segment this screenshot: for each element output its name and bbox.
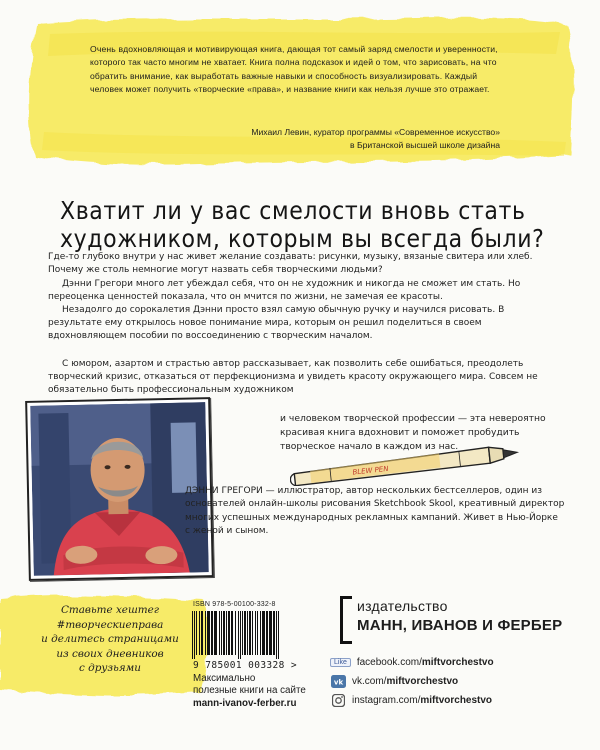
barcode-bar [240, 611, 241, 659]
body-paragraph-1: Где-то глубоко внутри у нас живет желание создавать: рисунки, музыку, вязаные свитера или хлеб. Почему же столь немногие могут назвать себя творческими людьми? [48, 252, 533, 276]
publisher-line1: издательство [357, 598, 448, 614]
barcode-bar [192, 611, 193, 659]
barcode-bar [255, 611, 256, 655]
hashtag-note-line2: #творческиеправа [56, 618, 164, 631]
author-bio: ДЭННИ ГРЕГОРИ — иллюстратор, автор нескольких бестселлеров, один из основателей онлайн-школы рисования Sketchbook Skool, креативный директор многих успешных международных рекламных кампаний. Живет в Нью-Йорке с женой и сыном. [185, 486, 565, 537]
vk-link[interactable] [330, 674, 458, 688]
headline-line1: Хватит ли у вас смелости вновь стать [60, 196, 526, 225]
barcode-bar [231, 611, 233, 655]
barcode-bar [262, 611, 265, 655]
facebook-link[interactable] [330, 655, 494, 669]
barcode-bar [196, 611, 197, 655]
barcode-bar [276, 611, 277, 659]
barcode-bar [247, 611, 248, 655]
vk-prefix: vk.com/ [352, 675, 387, 687]
facebook-handle: miftvorchestvo [421, 656, 494, 668]
barcode-bar [266, 611, 268, 655]
barcode-bar [252, 611, 253, 655]
site-text-line2: полезные книги на сайте [193, 685, 306, 697]
barcode [188, 611, 298, 661]
facebook-prefix: facebook.com/ [356, 656, 422, 668]
barcode-bar [238, 611, 239, 659]
testimonial-quote: Очень вдохновляющая и мотивирующая книга, дающая тот самый заряд смелости и уверенности, которого так часто многим не хватает. Книга полна подсказок и идей о том, что зарисовать, на что обратить внимание, как выработать важные навыки и способность визуализировать. Каждый человек может получить «творческие «права», и название книги как нельзя лучше это отражает. [90, 44, 498, 95]
site-text-line1: Максимально [193, 673, 256, 684]
instagram-prefix: instagram.com/ [352, 694, 421, 706]
barcode-bar [269, 611, 272, 655]
barcode-bar [194, 611, 195, 659]
body-paragraph-4: С юмором, азартом и страстью автор рассказывает, как позволить себе ошибаться, преодолеть творческий кризис, отказаться от перфекционизма и увидеть красоту окружающего мира. Совсем не обязательно быть профессиональным художником [48, 359, 538, 396]
site-url-link[interactable]: mann-ivanov-ferber.ru [193, 697, 297, 709]
barcode-bar [249, 611, 251, 655]
barcode-bar [226, 611, 227, 655]
isbn-digits: 9 785001 003328 > [193, 660, 298, 671]
body-paragraph-5: и человеком творческой профессии — эта невероятно красивая книга вдохновит и поможет пробудить творческое начало в каждом из нас. [280, 413, 546, 452]
hashtag-note-line5: с друзьями [79, 662, 141, 675]
hashtag-note [30, 603, 190, 676]
barcode-bar [257, 611, 258, 655]
svg-text:vk: vk [333, 677, 343, 686]
body-paragraph-3: Незадолго до сорокалетия Дэнни просто взял самую обычную ручку и научился рисовать. В результате ему открылось новое понимание мира, которым он решил поделиться в своем вдохновляющем пособии по воссоединению с творческим началом. [48, 305, 505, 342]
publisher-name: МАНН, ИВАНОВ И ФЕРБЕР [357, 617, 563, 634]
publisher-site-text [193, 673, 306, 710]
quote-author-line2: в Британской высшей школе дизайна [350, 140, 500, 151]
instagram-icon [330, 693, 346, 707]
hashtag-note-line4: из своих дневников [56, 647, 164, 660]
facebook-like-icon: Like [330, 658, 351, 667]
instagram-handle: miftvorchestvo [420, 694, 493, 706]
barcode-bar [211, 611, 213, 655]
barcode-bar [223, 611, 225, 655]
hashtag-note-line3: и делитесь страницами [41, 633, 179, 646]
headline-line2: художником, которым вы всегда были? [60, 224, 545, 253]
headline [60, 197, 580, 253]
pen-illustration [290, 444, 522, 486]
vk-handle: miftvorchestvo [386, 675, 459, 687]
hashtag-note-line1: Ставьте хештег [60, 604, 160, 616]
barcode-bar [219, 611, 220, 655]
barcode-bar [235, 611, 236, 655]
publisher-bracket [340, 596, 352, 644]
barcode-bar [228, 611, 230, 655]
barcode-bar [214, 611, 217, 655]
vk-icon [330, 674, 346, 688]
quote-author-line1: Михаил Левин, куратор программы «Современное искусство» [251, 127, 500, 137]
barcode-bar [199, 611, 200, 655]
instagram-link[interactable] [330, 693, 492, 707]
barcode-bar [201, 611, 203, 655]
quote-author [150, 126, 500, 153]
barcode-bar [221, 611, 222, 655]
barcode-bar [244, 611, 246, 655]
barcode-bar [242, 611, 243, 655]
barcode-bar [273, 611, 275, 655]
barcode-bar [205, 611, 206, 655]
barcode-bar [207, 611, 210, 655]
barcode-bar [260, 611, 261, 655]
body-paragraph-2: Дэнни Грегори много лет убеждал себя, что он не художник и никогда не сможет им стать. Но переоценка ценностей показала, что он мчится по жизни, не замечая ее красоты. [48, 279, 521, 303]
pen-label: BLEW PEN [352, 464, 389, 477]
barcode-bar [278, 611, 279, 659]
isbn-label: ISBN 978-5-00100-332-8 [193, 601, 276, 608]
author-portrait-image [30, 402, 209, 576]
